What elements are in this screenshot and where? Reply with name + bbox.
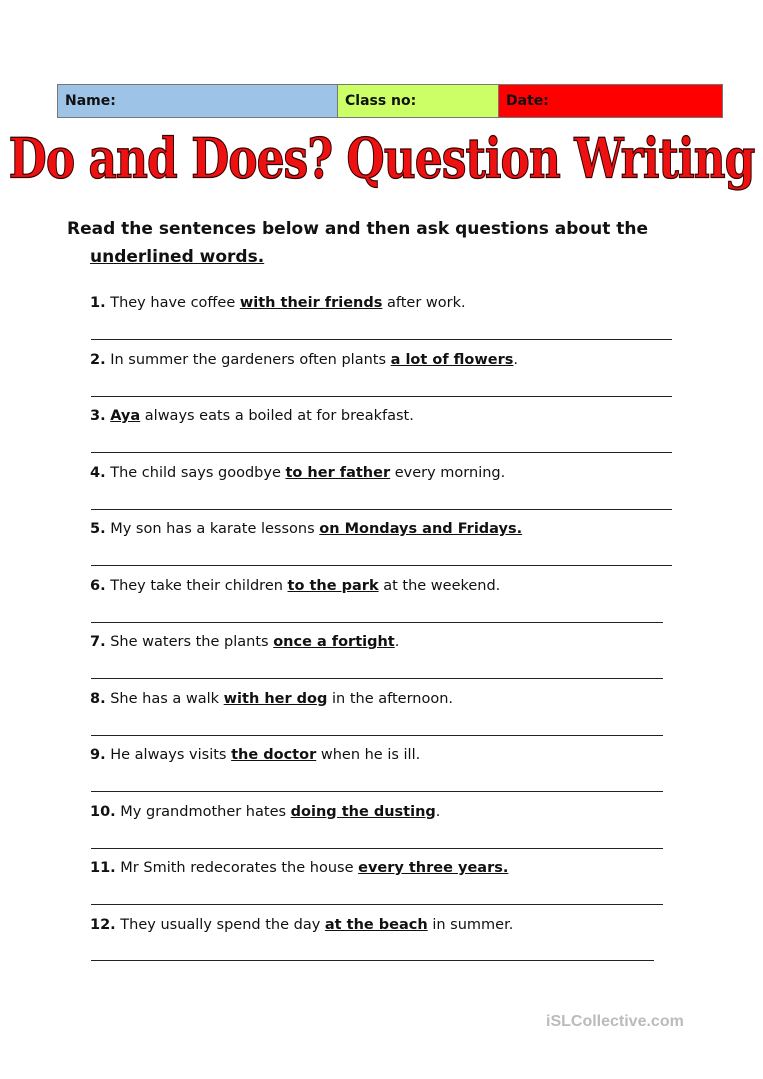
item-text-end: after work. — [382, 295, 466, 311]
question-item — [90, 352, 518, 368]
item-text: In summer the gardeners often plants — [105, 351, 391, 368]
question-item — [90, 747, 420, 763]
item-text-end: . — [435, 803, 441, 820]
item-number: 10. — [90, 803, 116, 820]
question-item — [90, 521, 522, 537]
question-item — [90, 860, 508, 876]
item-number: 4. — [90, 464, 106, 481]
item-text: My grandmother hates — [115, 803, 291, 820]
underlined-words: on Mondays and Fridays. — [319, 521, 523, 537]
underlined-words: to the park — [287, 577, 379, 594]
answer-line[interactable] — [91, 848, 663, 849]
question-item — [90, 691, 453, 707]
item-text: She has a walk — [105, 690, 224, 707]
question-item — [90, 578, 500, 594]
item-number: 2. — [90, 351, 106, 368]
item-number: 12. — [90, 916, 116, 933]
date-field[interactable]: Date: — [499, 85, 722, 117]
instructions-underlined: underlined words. — [90, 247, 265, 267]
answer-line[interactable] — [91, 904, 663, 905]
item-text: They have coffee — [105, 295, 240, 311]
item-text-end: in the afternoon. — [327, 690, 454, 707]
underlined-words: with her dog — [223, 690, 328, 707]
answer-line[interactable] — [91, 678, 663, 679]
underlined-words: once a fortight — [273, 634, 395, 650]
underlined-words: every three years. — [358, 860, 509, 876]
answer-line[interactable] — [91, 509, 672, 510]
answer-line[interactable] — [91, 791, 663, 792]
name-field[interactable]: Name: — [58, 85, 338, 117]
item-text: The child says goodbye — [105, 464, 286, 481]
item-text-end: . — [513, 351, 519, 368]
item-number: 8. — [90, 690, 106, 707]
question-item — [90, 804, 440, 820]
underlined-words: Aya — [110, 408, 141, 424]
item-number: 9. — [90, 747, 106, 763]
underlined-words: a lot of flowers — [390, 351, 514, 368]
item-number: 3. — [90, 408, 106, 424]
answer-line[interactable] — [91, 339, 672, 340]
student-info-header — [57, 84, 723, 118]
item-number: 1. — [90, 295, 106, 311]
question-item — [90, 465, 505, 481]
item-text-end: in summer. — [427, 916, 514, 933]
underlined-words: to her father — [285, 464, 391, 481]
item-number: 7. — [90, 634, 106, 650]
class-field[interactable]: Class no: — [338, 85, 499, 117]
item-text: My son has a karate lessons — [105, 521, 320, 537]
answer-line[interactable] — [91, 622, 663, 623]
answer-line[interactable] — [91, 452, 672, 453]
question-item — [90, 634, 399, 650]
item-number: 11. — [90, 860, 116, 876]
underlined-words: with their friends — [239, 295, 383, 311]
worksheet-title: Do and Does? Question Writing — [8, 127, 755, 192]
item-text-end: . — [394, 634, 400, 650]
answer-line[interactable] — [91, 960, 654, 961]
answer-line[interactable] — [91, 396, 672, 397]
underlined-words: doing the dusting — [290, 803, 436, 820]
question-item — [90, 295, 466, 311]
item-text: They usually spend the day — [115, 916, 325, 933]
answer-line[interactable] — [91, 565, 672, 566]
item-text-end: every morning. — [390, 464, 506, 481]
instructions — [67, 215, 687, 271]
underlined-words: the doctor — [231, 747, 317, 763]
question-item — [90, 917, 513, 933]
question-item — [90, 408, 414, 424]
watermark: iSLCollective.com — [546, 1013, 684, 1030]
item-text: He always visits — [105, 747, 232, 763]
item-text-end: always eats a boiled at for breakfast. — [140, 408, 414, 424]
item-text: They take their children — [105, 577, 288, 594]
item-text-end: when he is ill. — [316, 747, 421, 763]
item-text-end: at the weekend. — [378, 577, 501, 594]
underlined-words: at the beach — [324, 916, 428, 933]
item-text: Mr Smith redecorates the house — [115, 860, 359, 876]
answer-line[interactable] — [91, 735, 663, 736]
item-number: 6. — [90, 577, 106, 594]
item-number: 5. — [90, 521, 106, 537]
item-text: She waters the plants — [105, 634, 274, 650]
instructions-text: Read the sentences below and then ask questions about the — [67, 219, 649, 239]
